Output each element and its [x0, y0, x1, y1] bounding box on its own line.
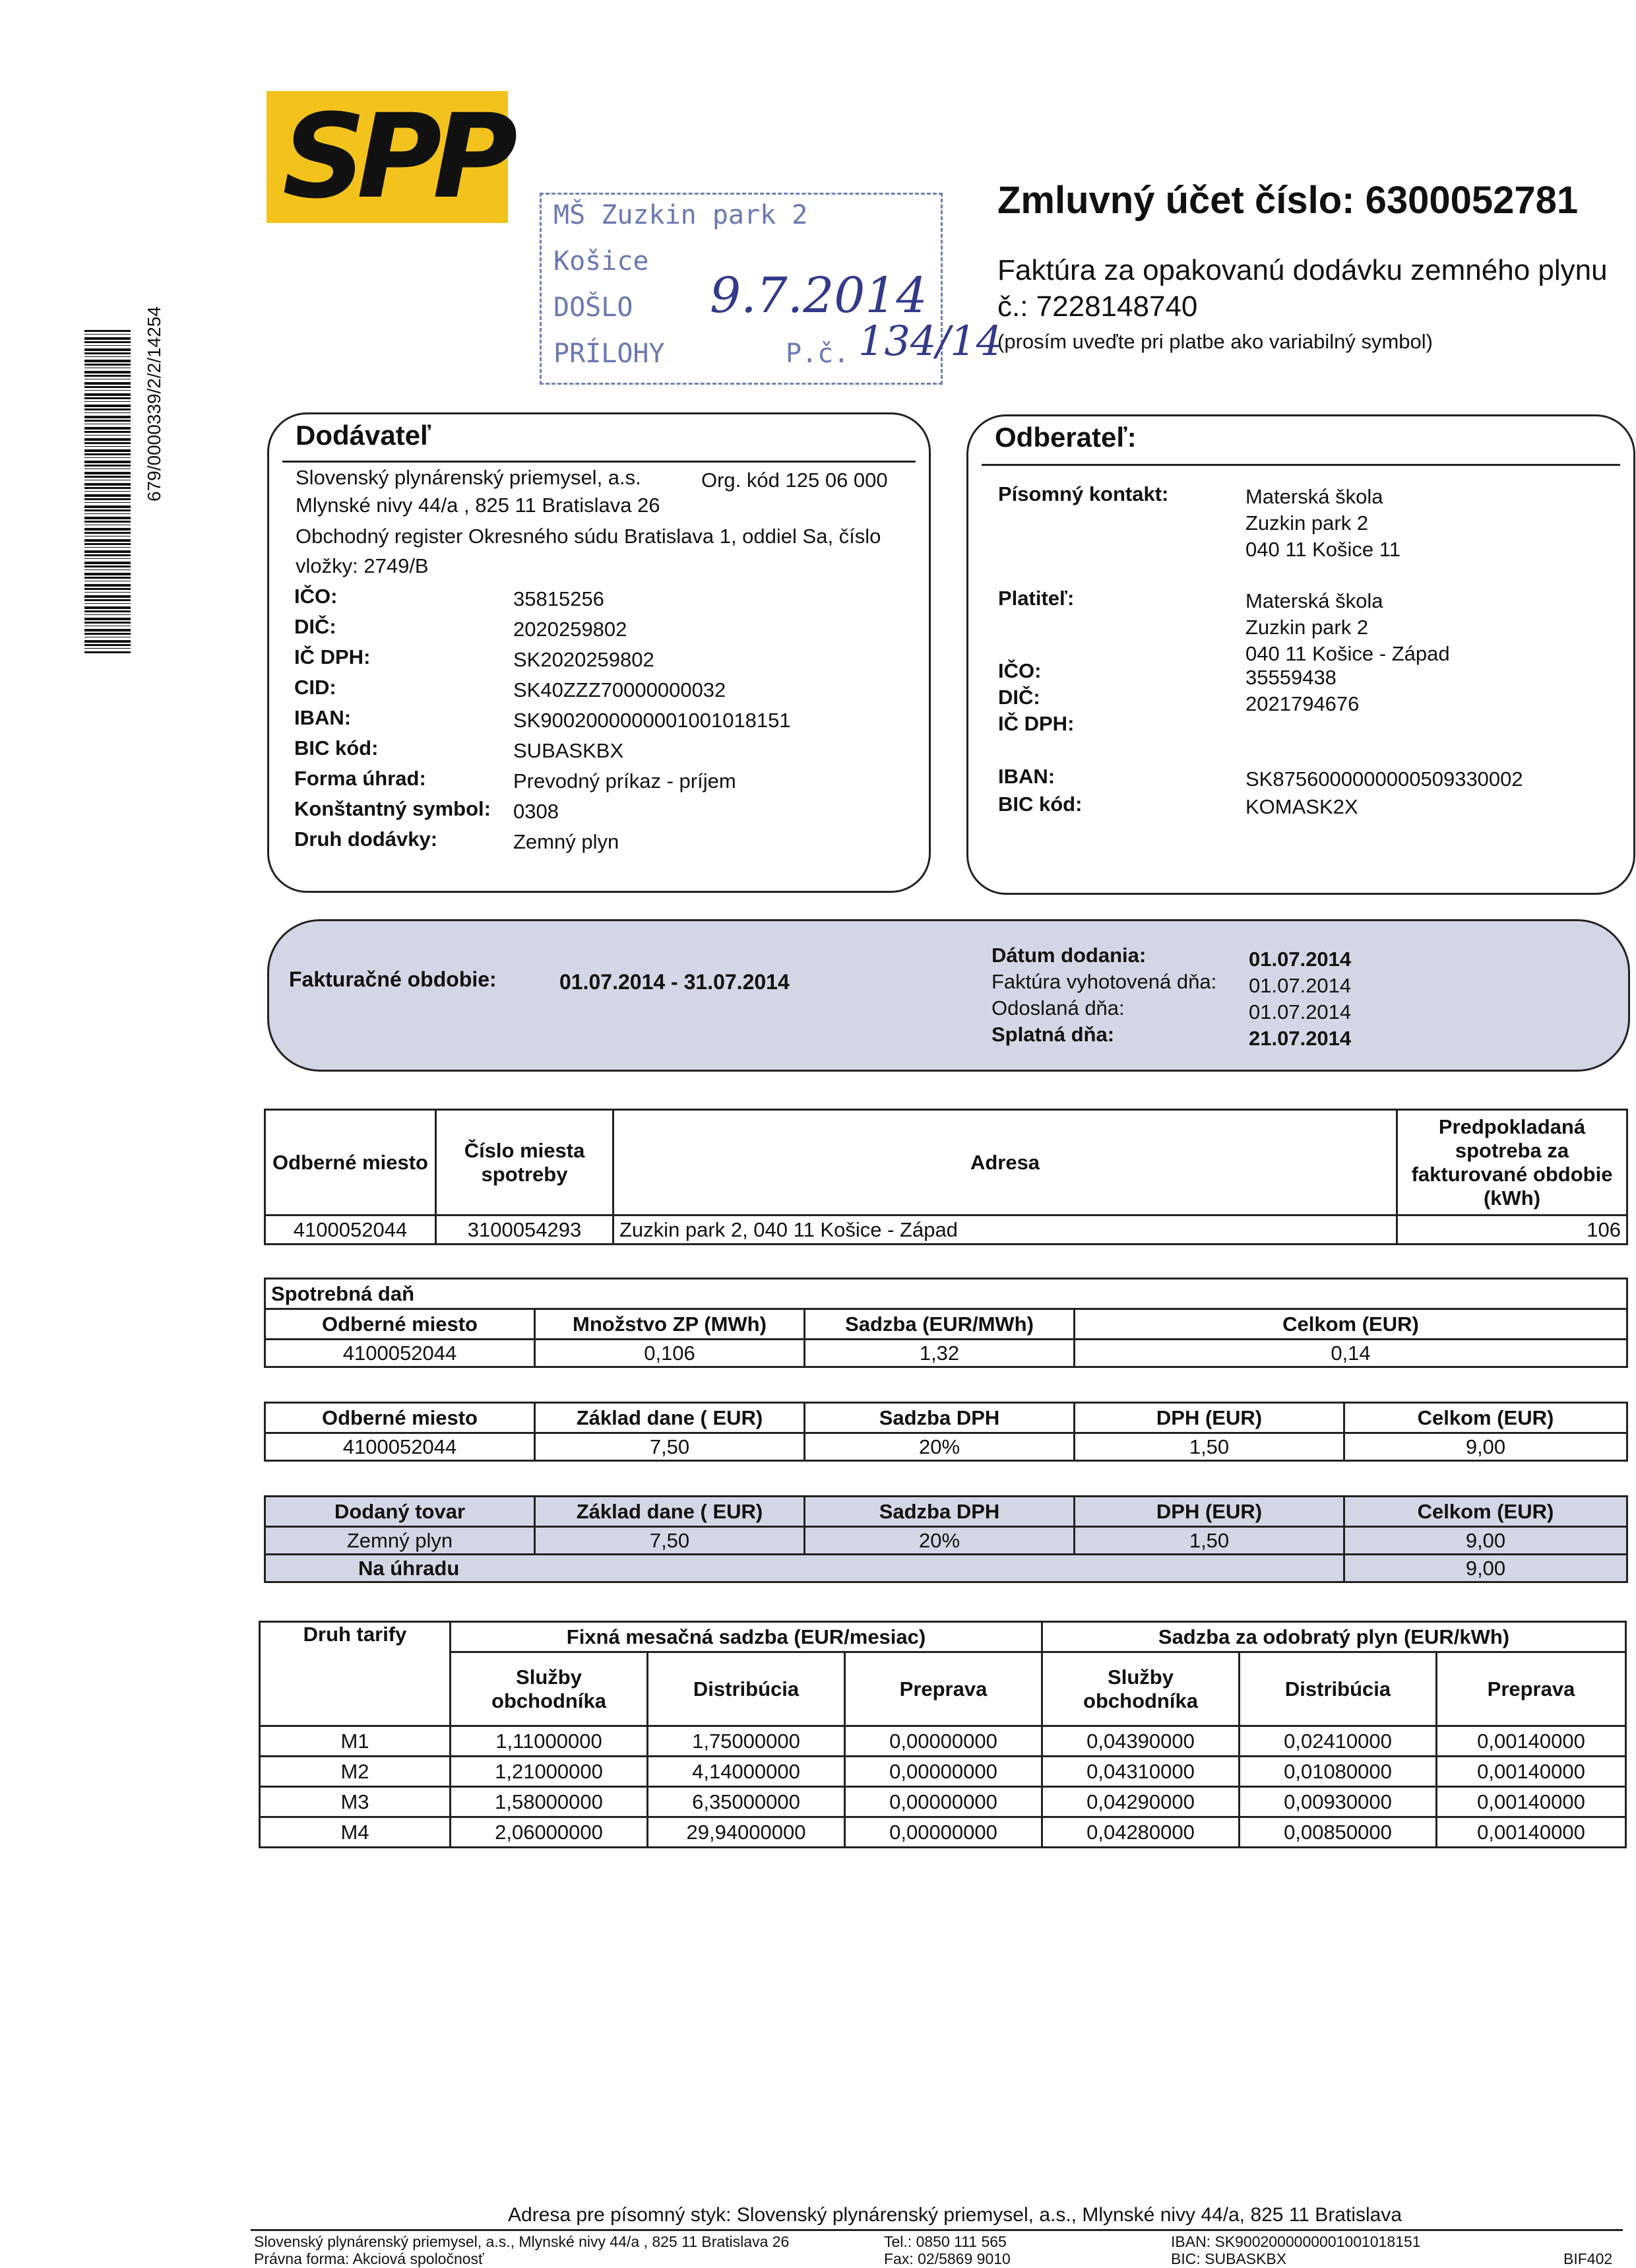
col-header: Množstvo ZP (MWh)	[535, 1309, 805, 1340]
table-cell: 0,04390000	[1042, 1726, 1240, 1757]
spp-logo	[267, 91, 508, 223]
field-value: SK2020259802	[513, 648, 654, 671]
dic-label: DIČ:	[998, 686, 1040, 709]
col-header: Sadzba DPH	[805, 1497, 1075, 1527]
table-cell: 0,00000000	[845, 1757, 1042, 1787]
table-cell: 9,00	[1344, 1433, 1627, 1461]
table-cell: 0,00850000	[1240, 1817, 1437, 1848]
stamp-number: 134/14	[858, 317, 1003, 365]
tariff-table	[259, 1621, 1627, 1848]
table-cell: 7,50	[535, 1433, 805, 1461]
table-cell: 0,00140000	[1437, 1817, 1626, 1848]
contact-line: Materská škola	[1245, 485, 1383, 508]
group-header: Sadzba za odobratý plyn (EUR/kWh)	[1042, 1622, 1626, 1652]
table-cell: 9,00	[1344, 1527, 1627, 1555]
payer-line: 040 11 Košice - Západ	[1245, 642, 1450, 665]
field-value: SUBASKBX	[513, 739, 624, 762]
col-header: DPH (EUR)	[1075, 1497, 1344, 1527]
table-cell: 0,14	[1075, 1340, 1627, 1367]
stamp-date: 9.7.2014	[710, 267, 928, 324]
col-header: Distribúcia	[648, 1652, 845, 1726]
field-value: SK9002000000001001018151	[513, 709, 791, 732]
col-header: Odberné miesto	[265, 1309, 535, 1340]
received-stamp	[540, 193, 1003, 385]
divider	[982, 464, 1620, 466]
payer-line: Zuzkin park 2	[1245, 616, 1369, 639]
col-header: Preprava	[845, 1652, 1042, 1726]
invoice-note: (prosím uveďte pri platbe ako variabilný symbol)	[997, 330, 1433, 353]
col-header: Základ dane ( EUR)	[535, 1497, 805, 1527]
footer-form: Právna forma: Akciová spoločnosť	[254, 2250, 484, 2267]
excise-table	[264, 1278, 1628, 1368]
col-header: Služby obchodníka	[451, 1652, 648, 1726]
table-cell: 0,04280000	[1042, 1817, 1240, 1848]
footer-iban: IBAN: SK9002000000001001018151	[1171, 2233, 1421, 2250]
supplier-register: vložky: 2749/B	[296, 554, 429, 577]
barcode-text: 679/0000339/2/2/14254	[144, 306, 164, 502]
customer-title: Odberateľ:	[995, 422, 1137, 453]
col-header: Sadzba (EUR/MWh)	[805, 1309, 1075, 1340]
stamp-line: Košice	[553, 246, 649, 276]
account-title: Zmluvný účet číslo: 6300052781	[997, 179, 1579, 222]
table-cell: 1,32	[805, 1340, 1075, 1367]
table-cell: 106	[1397, 1215, 1627, 1245]
field-label: CID:	[294, 676, 336, 699]
table-cell: M1	[260, 1726, 451, 1757]
table-cell: 2,06000000	[451, 1817, 648, 1848]
customer-box	[966, 414, 1635, 895]
field-label: DIČ:	[294, 615, 336, 638]
supplier-title: Dodávateľ	[296, 420, 431, 451]
col-header: Dodaný tovar	[265, 1497, 535, 1527]
table-cell: Zuzkin park 2, 040 11 Košice - Západ	[614, 1215, 1397, 1245]
stamp-line: DOŠLO	[553, 292, 633, 323]
contact-line: 040 11 Košice 11	[1245, 538, 1400, 561]
bic-label: BIC kód:	[998, 793, 1083, 816]
supplier-box	[267, 412, 931, 893]
field-value: Zemný plyn	[513, 830, 619, 853]
site-table	[264, 1109, 1628, 1245]
footer-divider	[251, 2229, 1623, 2231]
table-cell: M2	[260, 1757, 451, 1787]
table-cell: 4100052044	[265, 1215, 436, 1245]
table-cell: 0,02410000	[1240, 1726, 1437, 1757]
col-header: Služby obchodníka	[1042, 1652, 1240, 1726]
col-header: Základ dane ( EUR)	[535, 1403, 805, 1433]
table-cell: 1,21000000	[451, 1757, 648, 1787]
billing-period-band	[267, 919, 1630, 1072]
ico-label: IČO:	[998, 659, 1042, 682]
field-label: IBAN:	[294, 706, 352, 729]
icdph-label: IČ DPH:	[998, 712, 1075, 735]
col-header: Druh tarify	[260, 1622, 451, 1726]
logo-text: SPP	[282, 89, 509, 224]
footer-code: BIF402	[1563, 2250, 1613, 2267]
contact-label: Písomný kontakt:	[998, 482, 1169, 505]
field-value: 2020259802	[513, 618, 627, 641]
supplier-register: Obchodný register Okresného súdu Bratislava 1, oddiel Sa, číslo	[296, 525, 881, 548]
vat-table	[264, 1402, 1628, 1462]
field-value: Prevodný príkaz - príjem	[513, 769, 736, 793]
supplier-address: Mlynské nivy 44/a , 825 11 Bratislava 26	[296, 494, 660, 517]
col-header: Preprava	[1437, 1652, 1626, 1726]
field-value: 35815256	[513, 587, 604, 610]
col-header: Sadzba DPH	[805, 1403, 1075, 1433]
field-label: BIC kód:	[294, 736, 379, 760]
due-label: Splatná dňa:	[991, 1023, 1115, 1046]
footer-tel: Tel.: 0850 111 565	[884, 2233, 1007, 2250]
invoice-number: č.: 7228148740	[997, 290, 1198, 323]
field-value: SK40ZZZ70000000032	[513, 678, 726, 701]
total-value: 9,00	[1344, 1555, 1627, 1582]
table-cell: 0,00000000	[845, 1787, 1042, 1817]
due-value: 21.07.2014	[1249, 1027, 1352, 1050]
footer-fax: Fax: 02/5869 9010	[884, 2250, 1011, 2267]
field-label: Druh dodávky:	[294, 827, 438, 851]
total-label: Na úhradu	[265, 1555, 1344, 1582]
table-cell: M4	[260, 1817, 451, 1848]
table-cell: 6,35000000	[648, 1787, 845, 1817]
goods-table	[264, 1495, 1628, 1583]
stamp-line: P.č.	[786, 339, 850, 369]
col-header: Adresa	[614, 1110, 1397, 1215]
iban-label: IBAN:	[998, 765, 1055, 788]
sent-label: Odoslaná dňa:	[991, 996, 1125, 1020]
col-header: Celkom (EUR)	[1344, 1497, 1627, 1527]
period-value: 01.07.2014 - 31.07.2014	[559, 970, 790, 994]
ico-value: 35559438	[1245, 666, 1337, 689]
field-label: IČ DPH:	[294, 645, 371, 668]
footer-company: Slovenský plynárenský priemysel, a.s., Mlynské nivy 44/a , 825 11 Bratislava 26	[254, 2233, 790, 2250]
col-header: Distribúcia	[1240, 1652, 1437, 1726]
col-header: DPH (EUR)	[1075, 1403, 1344, 1433]
delivery-value: 01.07.2014	[1249, 948, 1352, 971]
stamp-line: MŠ Zuzkin park 2	[553, 200, 808, 230]
table-cell: 7,50	[535, 1527, 805, 1555]
table-cell: 4100052044	[265, 1433, 535, 1461]
table-cell: 1,75000000	[648, 1726, 845, 1757]
dic-value: 2021794676	[1245, 692, 1360, 715]
iban-value: SK8756000000000509330002	[1245, 767, 1523, 791]
table-cell: 0,00000000	[845, 1726, 1042, 1757]
table-cell: 0,04310000	[1042, 1757, 1240, 1787]
table-cell: 0,00140000	[1437, 1757, 1626, 1787]
table-cell: Zemný plyn	[265, 1527, 535, 1555]
payer-label: Platiteľ:	[998, 587, 1075, 610]
table-cell: 3100054293	[436, 1215, 614, 1245]
table-cell: 20%	[805, 1527, 1075, 1555]
field-label: Forma úhrad:	[294, 767, 426, 790]
table-cell: 0,04290000	[1042, 1787, 1240, 1817]
col-header: Celkom (EUR)	[1075, 1309, 1627, 1340]
table-cell: 0,01080000	[1240, 1757, 1437, 1787]
table-cell: 1,50	[1075, 1527, 1344, 1555]
table-cell: 0,00140000	[1437, 1787, 1626, 1817]
supplier-org: Org. kód 125 06 000	[701, 469, 888, 492]
col-header: Celkom (EUR)	[1344, 1403, 1627, 1433]
col-header: Predpokladaná spotreba za fakturované obdobie (kWh)	[1397, 1110, 1627, 1215]
table-cell: 0,00140000	[1437, 1726, 1626, 1757]
footer-address: Adresa pre písomný styk: Slovenský plynárenský priemysel, a.s., Mlynské nivy 44/a, 825 11 Bratislava	[508, 2204, 1402, 2226]
contact-line: Zuzkin park 2	[1245, 511, 1369, 535]
table-cell: 20%	[805, 1433, 1075, 1461]
table-cell: 0,00000000	[845, 1817, 1042, 1848]
field-label: Konštantný symbol:	[294, 797, 491, 820]
excise-title: Spotrebná daň	[265, 1279, 1627, 1309]
payer-line: Materská škola	[1245, 589, 1383, 612]
delivery-label: Dátum dodania:	[991, 944, 1147, 967]
table-cell: 1,50	[1075, 1433, 1344, 1461]
col-header: Odberné miesto	[265, 1403, 535, 1433]
bic-value: KOMASK2X	[1245, 795, 1358, 818]
table-cell: 1,58000000	[451, 1787, 648, 1817]
invoice-subtitle: Faktúra za opakovanú dodávku zemného plynu	[997, 254, 1608, 286]
table-cell: 29,94000000	[648, 1817, 845, 1848]
divider	[282, 461, 916, 463]
barcode	[84, 330, 131, 653]
table-cell: 0,106	[535, 1340, 805, 1367]
group-header: Fixná mesačná sadzba (EUR/mesiac)	[451, 1622, 1042, 1652]
col-header: Odberné miesto	[265, 1110, 436, 1215]
field-value: 0308	[513, 800, 559, 823]
table-cell: 1,11000000	[451, 1726, 648, 1757]
field-label: IČO:	[294, 585, 338, 608]
period-label: Fakturačné obdobie:	[289, 967, 497, 991]
issued-value: 01.07.2014	[1249, 974, 1352, 997]
table-cell: 4100052044	[265, 1340, 535, 1367]
table-cell: 0,00930000	[1240, 1787, 1437, 1817]
sent-value: 01.07.2014	[1249, 1000, 1352, 1023]
issued-label: Faktúra vyhotovená dňa:	[991, 970, 1217, 993]
table-cell: M3	[260, 1787, 451, 1817]
supplier-name: Slovenský plynárenský priemysel, a.s.	[296, 466, 641, 489]
stamp-line: PRÍLOHY	[553, 339, 665, 369]
footer-bic: BIC: SUBASKBX	[1171, 2250, 1287, 2267]
col-header: Číslo miesta spotreby	[436, 1110, 614, 1215]
table-cell: 4,14000000	[648, 1757, 845, 1787]
